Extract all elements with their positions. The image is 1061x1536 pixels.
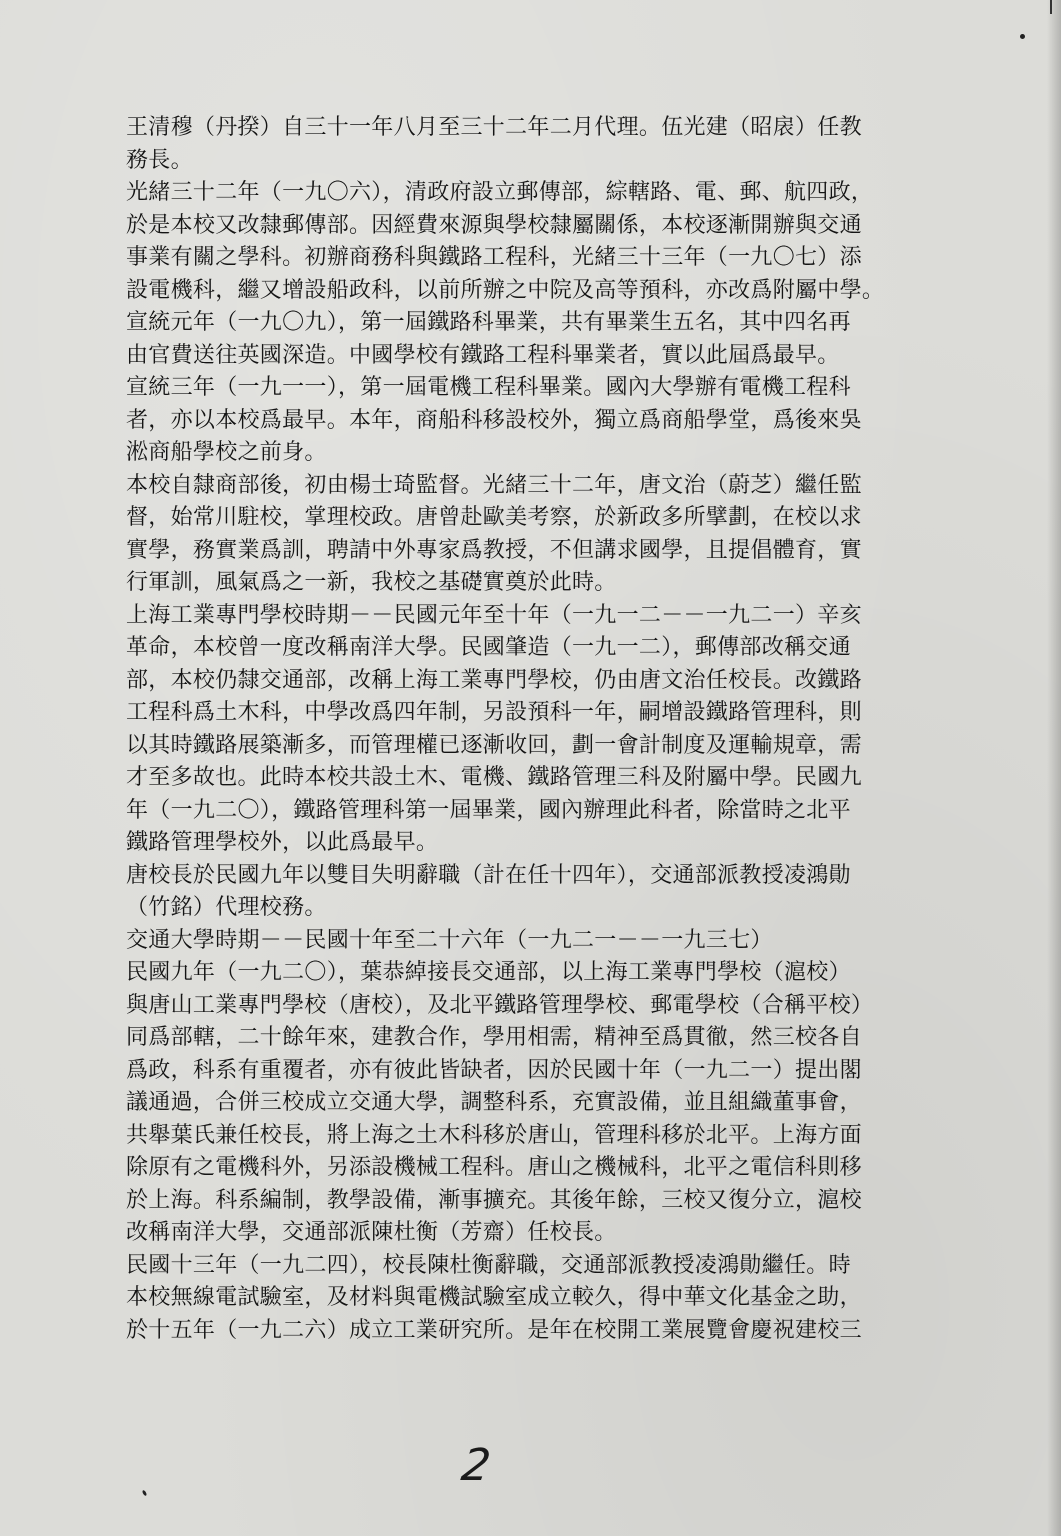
text-line: 同爲部轄，二十餘年來，建教合作，學用相需，精神至爲貫徹，然三校各自 xyxy=(126,1025,862,1050)
text-line: 改稱南洋大學，交通部派陳杜衡（芳齋）任校長。 xyxy=(126,1220,617,1245)
text-line: 本校自隸商部後，初由楊士琦監督。光緒三十二年，唐文治（蔚芝）繼任監 xyxy=(126,472,862,498)
text-line: 於是本校又改隸郵傳部。因經費來源與學校隸屬關係，本校逐漸開辦與交通 xyxy=(126,212,862,238)
text-line: 除原有之電機科外，另添設機械工程科。唐山之機械科，北平之電信科則移 xyxy=(126,1155,862,1180)
page-number: 2 xyxy=(458,1440,494,1491)
text-line: 爲政，科系有重覆者，亦有彼此皆缺者，因於民國十年（一九二一）提出閣 xyxy=(126,1057,862,1083)
text-line: 督，始常川駐校，掌理校政。唐曾赴歐美考察，於新政多所擘劃，在校以求 xyxy=(126,505,862,530)
text-line: 工程科爲土木科，中學改爲四年制，另設預科一年，嗣增設鐵路管理科，則 xyxy=(126,700,862,725)
text-line: 民國十三年（一九二四），校長陳杜衡辭職，交通部派教授凌鴻勛繼任。時 xyxy=(126,1252,851,1278)
text-line: 者，亦以本校爲最早。本年，商船科移設校外，獨立爲商船學堂，爲後來吳 xyxy=(126,407,862,433)
text-line: 上海工業專門學校時期－－民國元年至十年（一九一二－－一九二一）辛亥 xyxy=(126,602,862,628)
text-line: 於上海。科系編制，教學設備，漸事擴充。其後年餘，三校又復分立，滬校 xyxy=(126,1187,862,1213)
scan-mark xyxy=(1050,0,1052,14)
text-line: 由官費送往英國深造。中國學校有鐵路工程科畢業者，實以此屆爲最早。 xyxy=(126,342,840,368)
text-line: 光緒三十二年（一九〇六），清政府設立郵傳部，綜轄路、電、郵、航四政， xyxy=(126,180,874,205)
text-line: 鐵路管理學校外，以此爲最早。 xyxy=(126,830,439,855)
text-line: 才至多故也。此時本校共設土木、電機、鐵路管理三科及附屬中學。民國九 xyxy=(126,765,862,790)
text-line: 共舉葉氏兼任校長，將上海之土木科移於唐山，管理科移於北平。上海方面 xyxy=(126,1122,862,1148)
text-line: 宣統元年（一九〇九），第一屆鐵路科畢業，共有畢業生五名，其中四名再 xyxy=(126,310,851,335)
text-line: 宣統三年（一九一一），第一屆電機工程科畢業。國內大學辦有電機工程科 xyxy=(126,375,851,400)
text-line: 民國九年（一九二〇），葉恭綽接長交通部，以上海工業專門學校（滬校） xyxy=(126,960,851,985)
text-line: 議通過，合併三校成立交通大學，調整科系，充實設備，並且組織董事會， xyxy=(126,1090,862,1115)
text-line: 革命，本校曾一度改稱南洋大學。民國肇造（一九一二），郵傳部改稱交通 xyxy=(126,635,851,660)
text-line: 務長。 xyxy=(126,147,193,173)
ink-speck xyxy=(142,1490,148,1497)
text-line: 設電機科，繼又增設船政科，以前所辦之中院及高等預科，亦改爲附屬中學。 xyxy=(126,277,885,303)
text-line: 實學，務實業爲訓，聘請中外專家爲教授，不但講求國學，且提倡體育，實 xyxy=(126,537,862,563)
text-line: 以其時鐵路展築漸多，而管理權已逐漸收回，劃一會計制度及運輸規章，需 xyxy=(126,732,862,758)
text-line: 與唐山工業專門學校（唐校），及北平鐵路管理學校、郵電學校（合稱平校） xyxy=(126,992,874,1018)
text-line: 本校無線電試驗室，及材料與電機試驗室成立較久，得中華文化基金之助， xyxy=(126,1285,862,1310)
text-line: 事業有關之學科。初辦商務科與鐵路工程科，光緒三十三年（一九〇七）添 xyxy=(126,245,862,270)
text-line: 行軍訓，風氣爲之一新，我校之基礎實奠於此時。 xyxy=(126,570,617,595)
text-line: 於十五年（一九二六）成立工業研究所。是年在校開工業展覽會慶祝建校三 xyxy=(126,1317,862,1343)
text-line: 部，本校仍隸交通部，改稱上海工業專門學校，仍由唐文治任校長。改鐵路 xyxy=(126,667,862,693)
text-line: （竹銘）代理校務。 xyxy=(126,895,327,920)
body-text xyxy=(126,112,1006,1347)
text-line: 王清穆（丹揆）自三十一年八月至三十二年二月代理。伍光建（昭扆）任教 xyxy=(126,115,862,140)
text-line: 年（一九二〇），鐵路管理科第一屆畢業，國內辦理此科者，除當時之北平 xyxy=(126,797,851,823)
text-line: 唐校長於民國九年以雙目失明辭職（計在任十四年），交通部派教授凌鴻勛 xyxy=(126,862,851,888)
text-line: 淞商船學校之前身。 xyxy=(126,440,327,465)
text-line: 交通大學時期－－民國十年至二十六年（一九二一－－一九三七） xyxy=(126,927,773,953)
paper-edge-shadow xyxy=(1047,0,1061,1536)
ink-speck xyxy=(1020,34,1025,39)
